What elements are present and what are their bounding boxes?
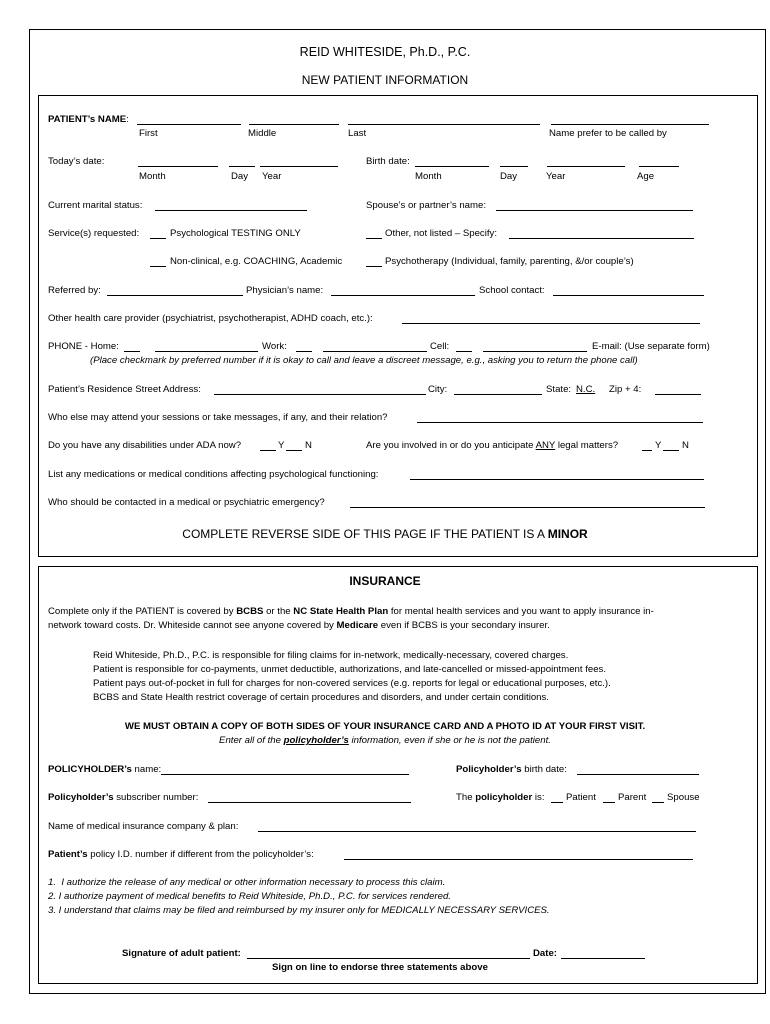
- sub-month: Month: [139, 171, 166, 182]
- svc-psychotherapy: Psychotherapy (Individual, family, parenting, &/or couple’s): [385, 256, 634, 267]
- sub-birth-day: Day: [500, 171, 518, 182]
- email-label: E-mail: (Use separate form): [592, 341, 710, 352]
- opt-parent: Parent: [618, 792, 647, 803]
- city-field[interactable]: [454, 394, 542, 395]
- subscriber-field[interactable]: [208, 802, 411, 803]
- ada-no: N: [305, 440, 312, 451]
- insurance-intro-line1: Complete only if the PATIENT is covered by BCBS or the NC State Health Plan for mental health services and you want to apply insurance in-: [48, 606, 654, 617]
- parent-check[interactable]: [603, 802, 615, 803]
- patient-check[interactable]: [551, 802, 563, 803]
- form-title: NEW PATIENT INFORMATION: [301, 73, 469, 87]
- other-specify-field[interactable]: [509, 238, 694, 239]
- phone-note: (Place checkmark by preferred number if it is okay to call and leave a discreet message, e.g., asking you to return the phone call): [90, 355, 638, 366]
- patient-name-label: PATIENT’s NAME:: [48, 114, 129, 125]
- today-month-field[interactable]: [138, 166, 218, 167]
- physician-field[interactable]: [331, 295, 475, 296]
- signature-field[interactable]: [247, 958, 530, 959]
- practice-name: REID WHITESIDE, Ph.D., P.C.: [299, 45, 471, 59]
- sub-last: Last: [348, 128, 367, 139]
- authorization-line: 1. I authorize the release of any medical or other information necessary to process this claim.: [48, 877, 446, 888]
- opt-spouse: Spouse: [667, 792, 700, 803]
- medications-label: List any medications or medical conditions affecting psychological functioning:: [48, 469, 379, 480]
- sub-first: First: [139, 128, 158, 139]
- policyholder-is-label: The policyholder is:: [456, 792, 545, 803]
- authorization-line: 3. I understand that claims may be filed and reimbursed by my insurer only for MEDICALLY NECESSARY SERVICES.: [48, 905, 550, 916]
- ada-yes: Y: [278, 440, 285, 451]
- first-name-field[interactable]: [137, 124, 241, 125]
- spouse-label: Spouse’s or partner’s name:: [366, 200, 486, 211]
- work-phone-field[interactable]: [323, 351, 427, 352]
- today-day-field[interactable]: [229, 166, 255, 167]
- home-phone-field[interactable]: [155, 351, 258, 352]
- sub-preferred: Name prefer to be called by: [549, 128, 667, 139]
- referred-field[interactable]: [107, 295, 243, 296]
- other-provider-label: Other health care provider (psychiatrist, psychotherapist, ADHD coach, etc.):: [48, 313, 373, 324]
- svc-other: Other, not listed – Specify:: [385, 228, 497, 239]
- svc-nonclinical: Non-clinical, e.g. COACHING, Academic: [170, 256, 343, 267]
- cell-check[interactable]: [456, 351, 472, 352]
- school-field[interactable]: [553, 295, 704, 296]
- address-field[interactable]: [214, 394, 426, 395]
- services-label: Service(s) requested:: [48, 228, 140, 239]
- nonclinical-check[interactable]: [150, 266, 166, 267]
- emergency-field[interactable]: [350, 507, 705, 508]
- policyholder-name-field[interactable]: [161, 774, 409, 775]
- opt-patient: Patient: [566, 792, 596, 803]
- svc-testing: Psychological TESTING ONLY: [170, 228, 301, 239]
- sub-middle: Middle: [248, 128, 277, 139]
- other-provider-field[interactable]: [402, 323, 700, 324]
- authorization-line: 2. I authorize payment of medical benefits to Reid Whiteside, Ph.D., P.C. for services rendered.: [48, 891, 451, 902]
- who-else-label: Who else may attend your sessions or take messages, if any, and their relation?: [48, 412, 388, 423]
- spouse-field[interactable]: [496, 210, 693, 211]
- legal-no: N: [682, 440, 689, 451]
- birth-date-label: Birth date:: [366, 156, 410, 167]
- cell-phone-field[interactable]: [483, 351, 587, 352]
- must-obtain-note: WE MUST OBTAIN A COPY OF BOTH SIDES OF YOUR INSURANCE CARD AND A PHOTO ID AT YOUR FIRST VISIT.: [124, 721, 646, 732]
- city-label: City:: [428, 384, 448, 395]
- company-field[interactable]: [258, 831, 696, 832]
- policyholder-name-label: POLICYHOLDER’s name:: [48, 764, 162, 775]
- today-date-label: Today’s date:: [48, 156, 105, 167]
- policy-line: Patient is responsible for co-payments, unmet deductible, authorizations, and late-cancelled or missed-appointment fees.: [93, 664, 607, 675]
- policy-id-field[interactable]: [344, 859, 693, 860]
- policy-id-label: Patient’s policy I.D. number if different from the policyholder’s:: [48, 849, 314, 860]
- policyholder-birth-field[interactable]: [577, 774, 699, 775]
- psychotherapy-check[interactable]: [366, 266, 382, 267]
- phone-work-label: Work:: [262, 341, 287, 352]
- sub-day: Day: [231, 171, 249, 182]
- enter-all-note: Enter all of the policyholder’s information, even if she or he is not the patient.: [219, 735, 551, 746]
- subscriber-label: Policyholder’s subscriber number:: [48, 792, 199, 803]
- policy-line: BCBS and State Health restrict coverage of certain procedures and disorders, and under certain conditions.: [93, 692, 549, 703]
- middle-name-field[interactable]: [249, 124, 339, 125]
- signature-date-field[interactable]: [561, 958, 645, 959]
- legal-label: Are you involved in or do you anticipate ANY legal matters?: [366, 440, 619, 451]
- signature-date-label: Date:: [533, 948, 557, 959]
- birth-year-field[interactable]: [547, 166, 625, 167]
- state-label: State:: [546, 384, 572, 395]
- policyholder-birth-label: Policyholder’s birth date:: [456, 764, 567, 775]
- sub-birth-year: Year: [546, 171, 566, 182]
- company-label: Name of medical insurance company & plan:: [48, 821, 239, 832]
- minor-note: COMPLETE REVERSE SIDE OF THIS PAGE IF THE PATIENT IS A MINOR: [182, 527, 588, 541]
- last-name-field[interactable]: [348, 124, 540, 125]
- other-check[interactable]: [366, 238, 382, 239]
- legal-no-check[interactable]: [663, 450, 679, 451]
- sign-note: Sign on line to endorse three statements above: [272, 962, 488, 973]
- address-label: Patient’s Residence Street Address:: [48, 384, 201, 395]
- marital-field[interactable]: [155, 210, 307, 211]
- medications-field[interactable]: [410, 479, 704, 480]
- policy-line: Patient pays out-of-pocket in full for charges for non-covered services (e.g. reports for legal or educational purposes, etc.).: [93, 678, 611, 689]
- emergency-label: Who should be contacted in a medical or psychiatric emergency?: [48, 497, 325, 508]
- insurance-title: INSURANCE: [349, 574, 421, 588]
- signature-label: Signature of adult patient:: [122, 948, 241, 959]
- ada-no-check[interactable]: [286, 450, 302, 451]
- work-check[interactable]: [296, 351, 312, 352]
- testing-check[interactable]: [150, 238, 166, 239]
- phone-cell-label: Cell:: [430, 341, 450, 352]
- birth-day-field[interactable]: [500, 166, 528, 167]
- sub-birth-month: Month: [415, 171, 442, 182]
- referred-label: Referred by:: [48, 285, 101, 296]
- zip-label: Zip + 4:: [609, 384, 642, 395]
- zip-field[interactable]: [655, 394, 701, 395]
- policy-line: Reid Whiteside, Ph.D., P.C. is responsible for filing claims for in-network, medically-necessary, covered charges.: [93, 650, 569, 661]
- who-else-field[interactable]: [417, 422, 703, 423]
- birth-month-field[interactable]: [415, 166, 489, 167]
- ada-label: Do you have any disabilities under ADA now?: [48, 440, 242, 451]
- school-label: School contact:: [479, 285, 545, 296]
- sub-age: Age: [637, 171, 655, 182]
- marital-label: Current marital status:: [48, 200, 143, 211]
- phone-home-label: PHONE - Home:: [48, 341, 119, 352]
- physician-label: Physician’s name:: [246, 285, 324, 296]
- home-check[interactable]: [124, 351, 140, 352]
- legal-yes: Y: [655, 440, 662, 451]
- legal-yes-check[interactable]: [642, 450, 652, 451]
- sub-year: Year: [262, 171, 282, 182]
- today-year-field[interactable]: [260, 166, 338, 167]
- insurance-intro-line2: network toward costs. Dr. Whiteside cannot see anyone covered by Medicare even if BCBS is your secondary insurer.: [48, 620, 550, 631]
- spouse-check[interactable]: [652, 802, 664, 803]
- preferred-name-field[interactable]: [551, 124, 709, 125]
- ada-yes-check[interactable]: [260, 450, 276, 451]
- state-value[interactable]: N.C.: [576, 384, 596, 395]
- age-field[interactable]: [639, 166, 679, 167]
